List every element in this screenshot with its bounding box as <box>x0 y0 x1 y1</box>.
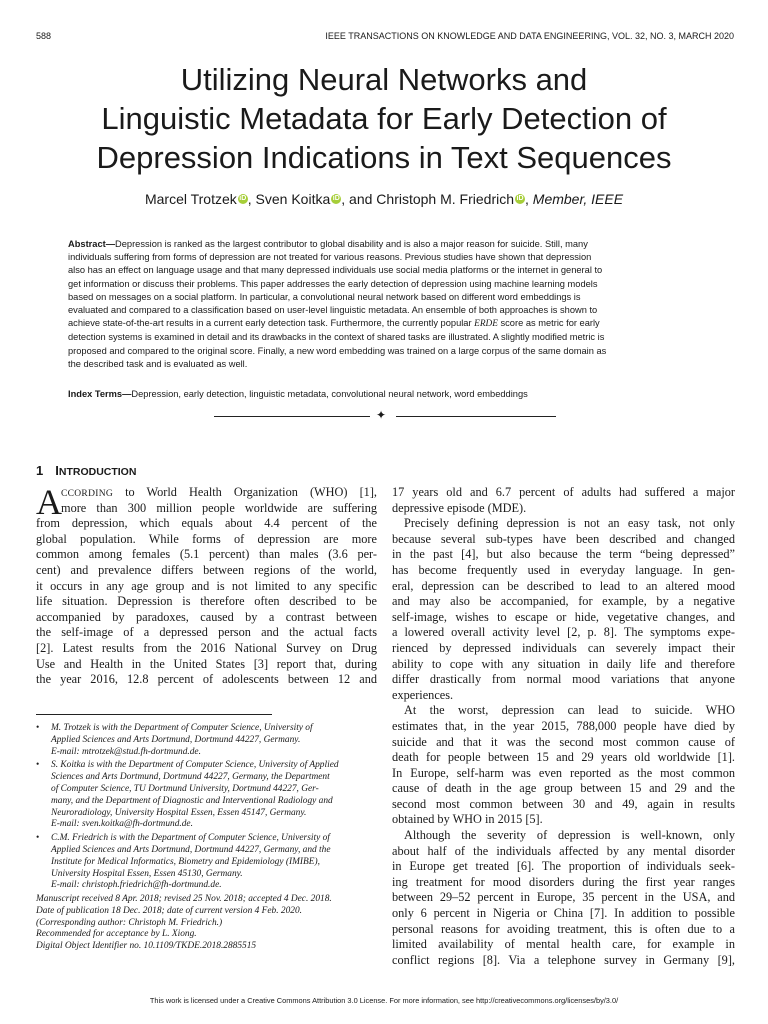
abstract-line: get information or discuss their problems. This paper addresses the early detection of depression using machine learning models <box>68 278 598 289</box>
small-caps-word: CCORDING <box>61 489 114 499</box>
author-name: Christoph M. Friedrich <box>376 191 514 207</box>
body-line: in Europe get treated [6]. The proportion of individuals seek- <box>392 859 735 874</box>
body-line: CCORDING to World Health Organization (WHO) [1], <box>61 485 377 499</box>
manuscript-line: (Corresponding author: Christoph M. Friedrich.) <box>36 917 223 928</box>
manuscript-line: Date of publication 18 Dec. 2018; date of current version 4 Feb. 2020. <box>36 905 303 916</box>
footnote-rule <box>36 714 272 715</box>
body-line: cause of death in the age group between 15 and 29 and the <box>392 781 735 796</box>
body-line: more than 300 million people worldwide are suffering <box>61 500 377 515</box>
orcid-icon[interactable]: iD <box>239 195 247 202</box>
author-separator: , <box>525 191 533 207</box>
footnote-line: Sciences and Arts Dortmund, Dortmund 44227, Germany, the Department <box>51 772 330 783</box>
title-line: Utilizing Neural Networks and <box>180 62 588 97</box>
body-line: conflict regions [8]. Via a telephone survey in Germany [9], <box>392 952 735 967</box>
body-line: in the past [4], but also because the term “being depressed” <box>392 547 735 562</box>
abstract-line: also has an effect on language usage and that many depressed individuals use social media platforms or the internet in general to <box>68 265 603 276</box>
body-line: estimates that, in the year 2015, 788,000 people have died by <box>392 718 735 733</box>
abstract-label: Abstract— <box>68 239 116 249</box>
body-line: eral, depression can be described to lead to an altered mood <box>392 578 735 593</box>
footnote-email[interactable]: E-mail: mtrotzek@stud.fh-dortmund.de. <box>51 746 201 757</box>
erde-metric: ERDE <box>474 319 498 330</box>
footnote-line: Institute for Medical Informatics, Biometry and Epidemiology (IMIBE), <box>51 856 320 867</box>
abstract-line: detection systems is examined in detail and its drawbacks in the context of shared tasks are illustrated. A slightly modified metric is <box>68 332 605 343</box>
abstract-line: evaluated and compared to a classification based on user-level linguistic metadata. An ensemble of both approaches is shown to <box>68 305 598 316</box>
index-terms <box>68 389 700 399</box>
membership-title: Member, IEEE <box>532 191 624 207</box>
section-divider-left <box>214 416 370 417</box>
body-line: common among females (5.1 percent) than males (3.6 per- <box>36 547 377 562</box>
divider-ornament-icon: ✦ <box>376 408 387 422</box>
footnote-item <box>36 723 378 758</box>
body-line: self-image, wishes to escape or hide, vegetative changes, and <box>392 609 735 624</box>
footnote-line: Applied Sciences and Arts Dortmund, Dortmund 44227, Germany. <box>51 734 301 745</box>
body-line: Precisely defining depression is not an easy task, not only <box>404 516 735 531</box>
body-line: because several sub-types have been described and changed <box>392 531 735 546</box>
body-line: has become frequently used in everyday language. In gen- <box>392 562 735 577</box>
right-column <box>392 485 735 968</box>
section-title-rest: NTRODUCTION <box>58 466 137 478</box>
body-line: At the worst, depression can lead to suicide. WHO <box>404 703 735 718</box>
footnote-line: S. Koitka is with the Department of Computer Science, University of Applied <box>51 760 339 771</box>
orcid-icon[interactable]: iD <box>516 195 524 202</box>
footnote-item <box>36 833 378 892</box>
body-line: ing treatment for mood disorders during the first year ranges <box>392 874 735 889</box>
body-line: it occurs in any age group and is not limited to any specific <box>36 578 377 593</box>
body-line: about half of the individuals affected by any mental disorder <box>392 843 735 858</box>
page-number: 588 <box>36 31 52 41</box>
footnote-line: many, and the Department of Diagnostic and Interventional Radiology and <box>51 795 333 806</box>
footnote-line: M. Trotzek is with the Department of Computer Science, University of <box>51 723 313 733</box>
abstract-line: based on messages on a social platform. In particular, a convolutional neural network based on different word embeddings is <box>68 291 581 302</box>
body-line: second most common between 30 and 49, again in results <box>392 796 735 811</box>
body-line: experiences. <box>392 687 454 702</box>
body-line: from depression, which equals about 4.4 percent of the <box>36 516 377 531</box>
section-divider-right <box>396 416 556 417</box>
bullet-icon: • <box>36 723 40 733</box>
body-line: 17 years old and 6.7 percent of adults had suffered a major <box>392 485 735 499</box>
section-heading <box>36 463 136 478</box>
affiliation-footnotes <box>36 723 378 894</box>
abstract <box>68 238 700 371</box>
author-list <box>40 191 728 207</box>
footnote-item <box>36 760 378 831</box>
journal-header: IEEE TRANSACTIONS ON KNOWLEDGE AND DATA ENGINEERING, VOL. 32, NO. 3, MARCH 2020 <box>325 31 734 41</box>
manuscript-info <box>36 894 378 953</box>
body-line: life situation. Depression is therefore often described to be <box>36 594 377 609</box>
author-name: Sven Koitka <box>255 191 331 207</box>
body-line: obtained by WHO in 2015 [5]. <box>392 812 543 827</box>
author-separator: , and <box>341 191 377 207</box>
section-title-initial: I <box>55 463 59 478</box>
dropcap: A <box>36 482 62 522</box>
body-line: [2]. Latest results from the 2016 National Survey on Drug <box>36 640 377 655</box>
bullet-icon: • <box>36 760 40 771</box>
footnote-line: C.M. Friedrich is with the Department of Computer Science, University of <box>51 833 330 844</box>
footnote-line: University Hospital Essen, Essen 45130, Germany. <box>51 868 243 879</box>
body-line: rienced by depressed individuals can severely impact their <box>392 640 735 655</box>
body-line: Use and Health in the United States [3] report that, during <box>36 656 377 671</box>
footnote-email[interactable]: E-mail: christoph.friedrich@fh-dortmund.de. <box>51 880 222 891</box>
index-terms-label: Index Terms— <box>68 389 132 399</box>
body-line: the self-image of a depressed person and the actual facts <box>36 625 377 640</box>
body-line: between 29–52 percent in Europe, 35 percent in the USA, and <box>392 890 735 905</box>
doi-line[interactable]: Digital Object Identifier no. 10.1109/TKDE.2018.2885515 <box>36 941 257 952</box>
abstract-text: score as metric for early <box>497 318 600 329</box>
body-line: accompanied by paradoxes, caused by a contrast between <box>36 609 377 624</box>
body-line: ability to cope with any situation in daily life and therefore <box>392 656 735 671</box>
body-line: a lowered overall activity level [2, p. 8]. The symptoms expe- <box>392 625 735 640</box>
footnote-line: Neuroradiology, University Hospital Essen, Essen 45147, Germany. <box>51 807 307 818</box>
footnote-line: Applied Sciences and Arts Dortmund, Dortmund 44227, Germany, and the <box>51 844 331 855</box>
body-line: limited availability of mental health care, for example in <box>392 937 735 952</box>
body-line: Although the severity of depression is well-known, only <box>404 828 735 843</box>
title-line: Depression Indications in Text Sequences <box>96 140 672 175</box>
left-column <box>36 482 377 688</box>
manuscript-line: Manuscript received 8 Apr. 2018; revised 25 Nov. 2018; accepted 4 Dec. 2018. <box>36 894 332 904</box>
abstract-line <box>68 238 700 251</box>
manuscript-line: Recommended for acceptance by L. Xiong. <box>36 929 197 940</box>
footnote-email[interactable]: E-mail: sven.koitka@fh-dortmund.de. <box>51 819 193 830</box>
paper-title <box>40 60 728 177</box>
section-number: 1 <box>36 463 44 478</box>
abstract-line: proposed and compared to the original score. Finally, a new word embedding was trained on a large corpus of the same domain as <box>68 345 607 356</box>
body-line: personal reasons for avoiding treatment, this is often due to a <box>392 921 735 936</box>
abstract-line <box>68 317 700 331</box>
title-line: Linguistic Metadata for Early Detection of <box>101 101 667 136</box>
license-notice: This work is licensed under a Creative Commons Attribution 3.0 License. For more information, see http://creativecommons.org/licenses/by/3.0/ <box>149 996 619 1005</box>
body-line: depressive episode (MDE). <box>392 500 527 515</box>
author-name: Marcel Trotzek <box>144 191 237 207</box>
bullet-icon: • <box>36 833 40 844</box>
orcid-icon[interactable]: iD <box>332 195 340 202</box>
abstract-text: achieve state-of-the-art results in a current early detection task. Furthermore, the currently popular <box>68 318 475 329</box>
body-line: only 6 percent in Nigeria or China [7]. In addition to possible <box>392 906 735 921</box>
opening-paragraph-start <box>36 482 377 522</box>
abstract-text: Depression is ranked as the largest contributor to global disability and is also a major reason for suicide. Still, many <box>115 239 588 249</box>
body-line: In Europe, self-harm was even reported as the most common <box>392 765 735 780</box>
index-terms-text: Depression, early detection, linguistic metadata, convolutional neural network, word embeddings <box>131 389 528 399</box>
footnote-line: of Computer Science, TU Dortmund University, Dortmund 44227, Ger- <box>51 783 319 794</box>
abstract-line: the described task and is evaluated as well. <box>68 358 248 369</box>
abstract-line: individuals suffering from forms of depression are not treated for various reasons. Previous studies have shown that depression <box>68 252 592 263</box>
body-line: and may also be accompanied, for example, by a negative <box>392 594 735 609</box>
body-line: suicide and that it was the second most common cause of <box>392 734 735 749</box>
body-line: cent) and prevalence differs between regions of the world, <box>36 562 377 577</box>
body-line: the year 2016, 12.8 percent of adolescents between 12 and <box>36 672 377 687</box>
body-line: death for people between 15 and 29 years old worldwide [1]. <box>392 750 735 765</box>
body-line: differ drastically from normal mood variations that anyone <box>392 672 735 687</box>
body-line: global population. While forms of depression are more <box>36 531 377 546</box>
author-separator: , <box>247 191 256 207</box>
